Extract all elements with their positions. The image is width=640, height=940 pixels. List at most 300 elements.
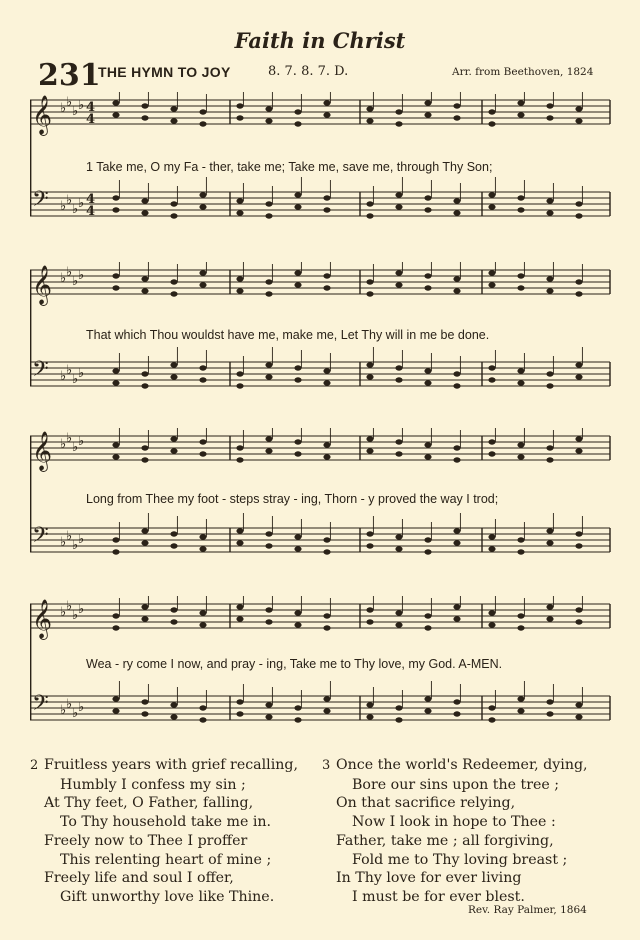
note-head xyxy=(424,696,431,701)
note-head xyxy=(366,118,373,123)
flat-icon: ♭ xyxy=(66,363,73,378)
note-head xyxy=(141,699,148,704)
note-head xyxy=(141,711,148,716)
note-head xyxy=(546,371,553,376)
note-head xyxy=(546,604,553,609)
flat-icon: ♭ xyxy=(66,697,73,712)
flat-icon: ♭ xyxy=(72,202,79,217)
note-head xyxy=(517,442,524,447)
note-head xyxy=(199,270,206,275)
verse-line: Fruitless years with grief recalling, xyxy=(44,757,298,773)
note-head xyxy=(575,213,582,218)
note-head xyxy=(395,377,402,382)
note-head xyxy=(395,717,402,722)
verse-line: In Thy love for ever living xyxy=(336,870,522,887)
flat-icon: ♭ xyxy=(72,538,79,553)
verse-2 xyxy=(30,756,298,907)
note-head xyxy=(199,204,206,209)
staff xyxy=(30,177,610,219)
note-head xyxy=(517,625,524,630)
note-head xyxy=(323,613,330,618)
note-head xyxy=(141,276,148,281)
flat-icon: ♭ xyxy=(72,608,79,623)
note-head xyxy=(395,192,402,197)
note-head xyxy=(294,377,301,382)
note-head xyxy=(294,439,301,444)
note-head xyxy=(294,282,301,287)
note-head xyxy=(488,282,495,287)
note-head xyxy=(323,696,330,701)
note-head xyxy=(575,291,582,296)
note-head xyxy=(575,714,582,719)
note-head xyxy=(517,273,524,278)
note-head xyxy=(424,285,431,290)
staff xyxy=(30,596,610,640)
note-head xyxy=(546,115,553,120)
note-head xyxy=(323,195,330,200)
hymn-meter: 8. 7. 8. 7. D. xyxy=(268,64,349,79)
time-signature-bottom: 4 xyxy=(86,204,96,219)
verse-line: Father, take me ; all forgiving, xyxy=(336,832,554,849)
note-head xyxy=(546,699,553,704)
flat-icon: ♭ xyxy=(60,535,67,550)
note-head xyxy=(323,380,330,385)
note-head xyxy=(546,711,553,716)
note-head xyxy=(453,616,460,621)
note-head xyxy=(546,445,553,450)
note-head xyxy=(517,368,524,373)
note-head xyxy=(112,696,119,701)
note-head xyxy=(265,607,272,612)
verse-number: 2 xyxy=(30,758,39,773)
note-head xyxy=(424,100,431,105)
note-head xyxy=(112,454,119,459)
note-head xyxy=(236,371,243,376)
note-head xyxy=(112,537,119,542)
note-head xyxy=(170,118,177,123)
note-head xyxy=(424,708,431,713)
note-head xyxy=(395,439,402,444)
note-head xyxy=(112,380,119,385)
note-head xyxy=(424,380,431,385)
note-head xyxy=(488,717,495,722)
note-head xyxy=(323,207,330,212)
note-head xyxy=(265,702,272,707)
note-head xyxy=(323,285,330,290)
note-head xyxy=(294,546,301,551)
note-head xyxy=(453,699,460,704)
note-head xyxy=(546,210,553,215)
flat-icon: ♭ xyxy=(66,265,73,280)
note-head xyxy=(546,288,553,293)
note-head xyxy=(199,717,206,722)
note-head xyxy=(265,118,272,123)
bass-clef-icon: 𝄢 xyxy=(32,523,49,553)
note-head xyxy=(236,528,243,533)
note-head xyxy=(294,622,301,627)
note-head xyxy=(265,279,272,284)
note-head xyxy=(199,451,206,456)
note-head xyxy=(488,451,495,456)
note-head xyxy=(366,607,373,612)
note-head xyxy=(453,528,460,533)
verse-3 xyxy=(322,756,588,907)
note-head xyxy=(488,270,495,275)
flat-icon: ♭ xyxy=(72,372,79,387)
note-head xyxy=(236,540,243,545)
note-head xyxy=(141,604,148,609)
note-head xyxy=(323,112,330,117)
time-signature-top: 4 xyxy=(86,192,96,207)
note-head xyxy=(575,118,582,123)
note-head xyxy=(323,368,330,373)
note-head xyxy=(265,213,272,218)
note-head xyxy=(488,534,495,539)
note-head xyxy=(575,436,582,441)
note-head xyxy=(453,540,460,545)
note-head xyxy=(453,276,460,281)
verse-line: Once the world's Redeemer, dying, xyxy=(336,757,588,773)
note-head xyxy=(199,705,206,710)
note-head xyxy=(265,201,272,206)
note-head xyxy=(395,451,402,456)
note-head xyxy=(323,549,330,554)
treble-clef-icon: 𝄞 xyxy=(32,95,53,135)
note-head xyxy=(546,383,553,388)
verse-line: To Thy household take me in. xyxy=(60,814,272,831)
note-head xyxy=(366,702,373,707)
note-head xyxy=(517,207,524,212)
note-head xyxy=(199,439,206,444)
staff xyxy=(30,347,610,389)
note-head xyxy=(265,714,272,719)
time-signature-top: 4 xyxy=(86,100,96,115)
staff xyxy=(30,513,610,555)
verse-line: Now I look in hope to Thee : xyxy=(352,814,556,831)
note-head xyxy=(517,380,524,385)
note-head xyxy=(575,279,582,284)
note-head xyxy=(265,291,272,296)
note-head xyxy=(170,291,177,296)
note-head xyxy=(141,457,148,462)
staff xyxy=(30,92,610,136)
note-head xyxy=(236,711,243,716)
note-head xyxy=(112,273,119,278)
hymn-number: 231 xyxy=(38,58,101,93)
note-head xyxy=(199,622,206,627)
note-head xyxy=(453,371,460,376)
verse-line: I must be for ever blest. xyxy=(352,888,525,905)
note-head xyxy=(236,288,243,293)
flat-icon: ♭ xyxy=(72,274,79,289)
flat-icon: ♭ xyxy=(66,431,73,446)
note-head xyxy=(395,109,402,114)
note-head xyxy=(575,374,582,379)
verse-line: Bore our sins upon the tree ; xyxy=(352,776,560,793)
note-head xyxy=(395,282,402,287)
flat-icon: ♭ xyxy=(78,532,85,547)
flat-icon: ♭ xyxy=(60,703,67,718)
treble-clef-icon: 𝄞 xyxy=(32,265,53,305)
note-head xyxy=(323,537,330,542)
verse-line: On that sacrifice relying, xyxy=(336,795,516,812)
verse-line: At Thy feet, O Father, falling, xyxy=(44,795,254,812)
note-head xyxy=(366,543,373,548)
note-head xyxy=(141,383,148,388)
note-head xyxy=(395,365,402,370)
note-head xyxy=(366,291,373,296)
flat-icon: ♭ xyxy=(60,271,67,286)
flat-icon: ♭ xyxy=(66,599,73,614)
note-head xyxy=(236,276,243,281)
flat-icon: ♭ xyxy=(78,434,85,449)
note-head xyxy=(141,288,148,293)
note-head xyxy=(424,442,431,447)
note-head xyxy=(170,619,177,624)
note-head xyxy=(294,121,301,126)
note-head xyxy=(294,365,301,370)
note-head xyxy=(323,442,330,447)
verse-line: Gift unworthy love like Thine. xyxy=(60,888,275,905)
note-head xyxy=(366,531,373,536)
note-head xyxy=(424,613,431,618)
staff xyxy=(30,428,610,472)
flat-icon: ♭ xyxy=(66,529,73,544)
flat-icon: ♭ xyxy=(66,193,73,208)
note-head xyxy=(294,109,301,114)
note-head xyxy=(575,106,582,111)
note-head xyxy=(575,448,582,453)
note-head xyxy=(575,607,582,612)
note-head xyxy=(488,439,495,444)
note-head xyxy=(395,622,402,627)
verse-line: Freely now to Thee I proffer xyxy=(44,832,248,849)
note-head xyxy=(265,106,272,111)
flat-icon: ♭ xyxy=(78,366,85,381)
flat-icon: ♭ xyxy=(60,199,67,214)
bass-clef-icon: 𝄢 xyxy=(32,691,49,721)
note-head xyxy=(170,279,177,284)
note-head xyxy=(141,198,148,203)
note-head xyxy=(112,207,119,212)
note-head xyxy=(236,198,243,203)
note-head xyxy=(424,549,431,554)
note-head xyxy=(141,115,148,120)
tune-name: THE HYMN TO JOY xyxy=(98,64,231,80)
note-head xyxy=(199,534,206,539)
note-head xyxy=(546,198,553,203)
note-head xyxy=(424,195,431,200)
note-head xyxy=(265,362,272,367)
note-head xyxy=(424,625,431,630)
note-head xyxy=(294,610,301,615)
note-head xyxy=(236,604,243,609)
note-head xyxy=(199,109,206,114)
note-head xyxy=(424,368,431,373)
flat-icon: ♭ xyxy=(78,700,85,715)
page-title: Faith in Christ xyxy=(234,28,406,53)
note-head xyxy=(294,451,301,456)
note-head xyxy=(517,549,524,554)
note-head xyxy=(424,273,431,278)
note-head xyxy=(294,705,301,710)
note-head xyxy=(546,540,553,545)
note-head xyxy=(170,531,177,536)
note-head xyxy=(395,534,402,539)
note-head xyxy=(170,213,177,218)
note-head xyxy=(488,121,495,126)
note-head xyxy=(488,705,495,710)
verse-line: Fold me to Thy loving breast ; xyxy=(352,851,568,868)
note-head xyxy=(366,448,373,453)
verse-number: 3 xyxy=(322,758,331,773)
note-head xyxy=(141,540,148,545)
note-head xyxy=(488,622,495,627)
note-head xyxy=(453,711,460,716)
composer-credit: Arr. from Beethoven, 1824 xyxy=(452,66,594,78)
note-head xyxy=(366,213,373,218)
note-head xyxy=(517,454,524,459)
note-head xyxy=(112,100,119,105)
note-head xyxy=(488,109,495,114)
flat-icon: ♭ xyxy=(60,605,67,620)
flat-icon: ♭ xyxy=(78,602,85,617)
lyric-line-3: Long from Thee my foot - steps stray - ing, Thorn - y proved the way I trod; xyxy=(86,492,499,506)
note-head xyxy=(294,192,301,197)
note-head xyxy=(488,377,495,382)
note-head xyxy=(112,613,119,618)
note-head xyxy=(170,436,177,441)
note-head xyxy=(170,607,177,612)
note-head xyxy=(112,368,119,373)
note-head xyxy=(112,625,119,630)
treble-clef-icon: 𝄞 xyxy=(32,599,53,639)
flat-icon: ♭ xyxy=(60,369,67,384)
note-head xyxy=(170,543,177,548)
staff xyxy=(30,262,610,306)
verse-line: Freely life and soul I offer, xyxy=(44,870,234,887)
flat-icon: ♭ xyxy=(60,101,67,116)
note-head xyxy=(395,270,402,275)
flat-icon: ♭ xyxy=(78,98,85,113)
lyric-line-2: That which Thou wouldst have me, make me, Let Thy will in me be done. xyxy=(86,328,490,342)
note-head xyxy=(323,625,330,630)
note-head xyxy=(265,448,272,453)
note-head xyxy=(395,121,402,126)
verse-line: This relenting heart of mine ; xyxy=(60,851,272,868)
time-signature-bottom: 4 xyxy=(86,112,96,127)
note-head xyxy=(366,436,373,441)
flat-icon: ♭ xyxy=(78,196,85,211)
note-head xyxy=(199,365,206,370)
note-head xyxy=(170,714,177,719)
note-head xyxy=(517,613,524,618)
note-head xyxy=(112,285,119,290)
note-head xyxy=(141,445,148,450)
note-head xyxy=(141,210,148,215)
note-head xyxy=(294,534,301,539)
note-head xyxy=(453,457,460,462)
note-head xyxy=(453,383,460,388)
flat-icon: ♭ xyxy=(60,437,67,452)
note-head xyxy=(488,546,495,551)
note-head xyxy=(395,546,402,551)
note-head xyxy=(323,454,330,459)
note-head xyxy=(488,192,495,197)
note-head xyxy=(424,454,431,459)
note-head xyxy=(236,445,243,450)
note-head xyxy=(395,705,402,710)
lyric-line-4: Wea - ry come I now, and pray - ing, Take me to Thy love, my God. A-MEN. xyxy=(86,657,503,671)
note-head xyxy=(517,195,524,200)
note-head xyxy=(265,619,272,624)
note-head xyxy=(395,204,402,209)
note-head xyxy=(453,210,460,215)
note-head xyxy=(366,362,373,367)
note-head xyxy=(112,112,119,117)
music-system-4 xyxy=(30,596,614,746)
note-head xyxy=(424,537,431,542)
note-head xyxy=(323,100,330,105)
note-head xyxy=(265,436,272,441)
note-head xyxy=(236,699,243,704)
note-head xyxy=(265,543,272,548)
note-head xyxy=(236,115,243,120)
note-head xyxy=(453,198,460,203)
note-head xyxy=(575,201,582,206)
note-head xyxy=(199,377,206,382)
note-head xyxy=(546,103,553,108)
note-head xyxy=(488,365,495,370)
staff xyxy=(30,681,610,723)
note-head xyxy=(366,106,373,111)
note-head xyxy=(488,204,495,209)
note-head xyxy=(517,285,524,290)
flat-icon: ♭ xyxy=(72,104,79,119)
flat-icon: ♭ xyxy=(72,706,79,721)
staff-notation-4 xyxy=(30,596,614,746)
note-head xyxy=(575,702,582,707)
note-head xyxy=(265,531,272,536)
lyric-line-1: 1 Take me, O my Fa - ther, take me; Take me, save me, through Thy Son; xyxy=(86,160,493,174)
note-head xyxy=(294,204,301,209)
note-head xyxy=(517,696,524,701)
note-head xyxy=(236,210,243,215)
note-head xyxy=(236,103,243,108)
verse-line: Humbly I confess my sin ; xyxy=(60,776,246,793)
note-head xyxy=(546,528,553,533)
note-head xyxy=(395,610,402,615)
note-head xyxy=(546,457,553,462)
note-head xyxy=(517,537,524,542)
note-head xyxy=(112,708,119,713)
note-head xyxy=(575,362,582,367)
note-head xyxy=(112,549,119,554)
note-head xyxy=(453,103,460,108)
note-head xyxy=(575,543,582,548)
note-head xyxy=(546,276,553,281)
note-head xyxy=(236,616,243,621)
flat-icon: ♭ xyxy=(78,268,85,283)
note-head xyxy=(366,279,373,284)
note-head xyxy=(141,616,148,621)
note-head xyxy=(170,702,177,707)
note-head xyxy=(199,192,206,197)
note-head xyxy=(323,273,330,278)
note-head xyxy=(199,121,206,126)
note-head xyxy=(575,619,582,624)
note-head xyxy=(170,448,177,453)
